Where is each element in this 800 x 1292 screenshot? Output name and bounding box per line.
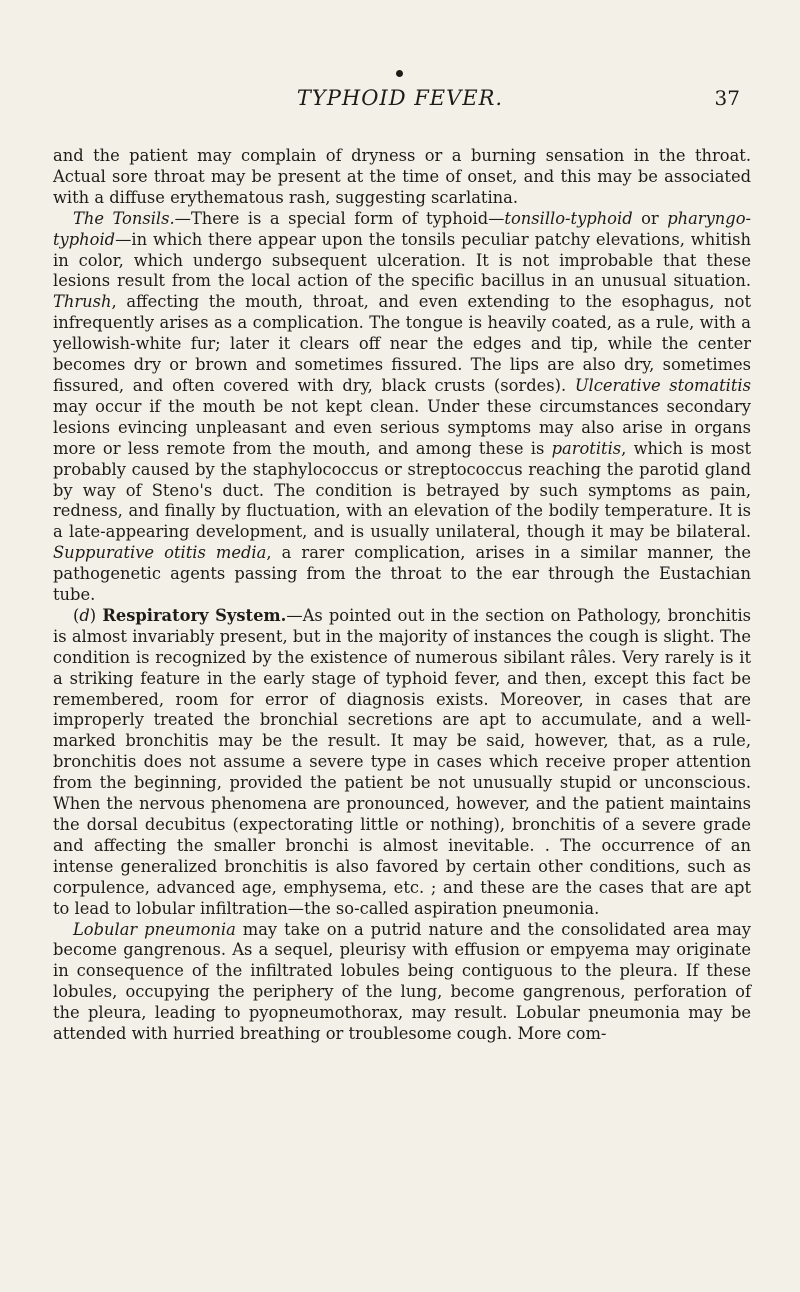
italic-term: Ulcerative stomatitis [574,375,751,395]
text-run: , a rarer complication, arises in a similar manner, the pathogenetic agents passing from the throat to the ear through the Eustachian tube. [53,543,751,605]
paragraph-continuation [53,146,751,209]
text-run: —There is a special form of typhoid— [174,208,505,228]
running-head [0,86,800,116]
section-heading: Respiratory System. [102,605,287,625]
paragraph-tonsils [53,209,751,606]
text-run: , affecting the mouth, throat, and even extending to the esophagus, not infrequently arises as a complication. The tongue is heavily coated, as a rule, with a yellowish-white fur; later it clears off near the edges and tip, while the center becomes dry or brown and sometimes fissured. The lips are also dry, sometimes fissured, and often covered with dry, black crusts (sordes). [53,292,751,395]
printer-mark-dot [396,70,403,77]
italic-term: tonsillo-typhoid [504,208,633,228]
page-number: 37 [714,86,740,110]
body-text [53,146,751,1045]
italic-term: parotitis [551,438,622,458]
lead-heading: The Tonsils. [73,208,175,228]
italic-term: pharyngo-typhoid [53,208,751,249]
section-label-open: ( [73,605,80,625]
text-run: and the patient may complain of dryness or a burning sensation in the throat. Actual sore throat may be present at the time of onset, and this may be associated with a diffuse erythematous rash, suggesting scarlatina. [53,146,751,207]
running-title: TYPHOID FEVER. [296,86,504,110]
text-run: may take on a putrid nature and the consolidated area may become gangrenous. As a sequel, pleurisy with effusion or empyema may originate in consequence of the infiltrated lobules being contiguous to the pleura. If these lobules, occupying the periphery of the lung, become gangrenous, perforation of the pleura, leading to pyopneumothorax, may result. Lobular pneumonia may be attended with hurried breathing or troublesome cough. More com- [53,919,751,1044]
text-run: or [632,208,668,228]
paragraph-respiratory [53,606,751,920]
italic-term: Suppurative otitis media [53,543,267,563]
lead-heading: Lobular pneumonia [73,919,236,939]
text-run: —in which there appear upon the tonsils peculiar patchy elevations, whitish in color, which undergo subsequent ulceration. It is not improbable that these lesions result from the local action of the specific bacillus in an unusual situation. [53,229,751,291]
section-label: d [79,605,90,625]
text-run: —As pointed out in the section on Pathology, bronchitis is almost invariably present, but in the majority of instances the cough is slight. The condition is recognized by the existence of numerous sibilant râles. Very rarely is it a striking feature in the early stage of typhoid fever, and then, except this fact be remembered, room for error of diagnosis exists. Moreover, in cases that are improperly treated the bronchial secretions are apt to accumulate, and a well-marked bronchitis may be the result. It may be said, however, that, as a rule, bronchitis does not assume a severe type in cases which receive proper attention from the beginning, provided the patient be not unusually stupid or unconscious. When the nervous phenomena are pronounced, however, and the patient maintains the dorsal decubitus (expectorating little or nothing), bronchitis of a severe grade and affecting the smaller bronchi is almost inevitable. . The occurrence of an intense generalized bronchitis is also favored by certain other conditions, such as corpulence, advanced age, emphysema, etc. ; and these are the cases that are apt to lead to lobular infiltration—the so-called aspiration pneumonia. [53,605,752,918]
text-run: may occur if the mouth be not kept clean. Under these circumstances secondary lesions evincing unpleasant and even serious symptoms may also arise in organs more or less remote from the mouth, and among these is [53,396,751,458]
paragraph-lobular-pneumonia [53,920,751,1045]
section-label-close: ) [89,605,103,625]
text-run: , which is most probably caused by the staphylococcus or streptococcus reaching the parotid gland by way of Steno's duct. The condition is betrayed by such symptoms as pain, redness, and finally by fluctuation, with an elevation of the bodily temperature. It is a late-appearing development, and is usually unilateral, though it may be bilateral. [53,438,751,542]
italic-term: Thrush [53,292,112,312]
